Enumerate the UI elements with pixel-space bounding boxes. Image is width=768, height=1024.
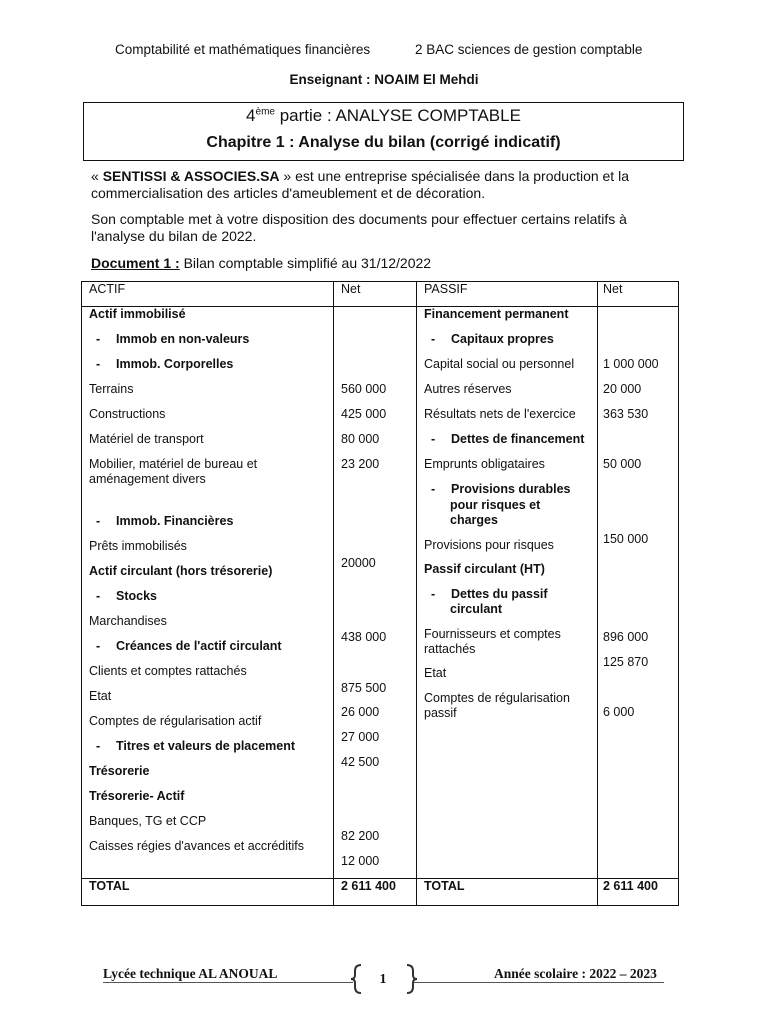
- header-net-passif: Net: [603, 282, 623, 296]
- actif-net-value: 875 500: [341, 681, 387, 695]
- passif-row-label-text: Fournisseurs et comptes: [424, 627, 561, 641]
- passif-net-value: 20 000: [603, 382, 642, 396]
- document-1-title: Bilan comptable simplifié au 31/12/2022: [179, 255, 432, 271]
- passif-net-value: 125 870: [603, 655, 649, 669]
- actif-net-value: 425 000: [341, 407, 387, 421]
- passif-row-label: [424, 457, 545, 471]
- actif-row-label: [89, 564, 272, 578]
- page-number: 1: [379, 972, 387, 987]
- total-label-passif: TOTAL: [424, 879, 465, 893]
- passif-row-label: [424, 666, 446, 680]
- actif-row-label: [96, 514, 233, 528]
- actif-row-label: [89, 664, 247, 678]
- passif-row-label-text: Emprunts obligataires: [424, 457, 545, 471]
- passif-row-label-text: Etat: [424, 666, 447, 680]
- actif-row-label: [89, 382, 133, 396]
- actif-net-value: 42 500: [341, 755, 380, 769]
- passif-row-label: [431, 432, 584, 446]
- actif-row-label: [89, 839, 304, 853]
- actif-net-value: 26 000: [341, 705, 380, 719]
- actif-row-label: [96, 332, 249, 346]
- passif-row-label-text: Financement permanent: [424, 307, 569, 321]
- passif-row-label-text: Dettes du passif: [451, 587, 548, 601]
- part-title: [84, 106, 683, 126]
- total-value-actif: 2 611 400: [341, 879, 396, 893]
- footer-year: Année scolaire : 2022 – 2023: [494, 966, 657, 981]
- passif-row-label: [424, 357, 574, 371]
- total-value-passif: 2 611 400: [603, 879, 658, 893]
- passif-row-label: [450, 513, 498, 527]
- bullet-dash: -: [96, 589, 101, 603]
- actif-row-label-text: Terrains: [89, 382, 134, 396]
- actif-row-label: [89, 539, 187, 553]
- actif-row-label-text: Trésorerie- Actif: [89, 789, 185, 803]
- actif-row-label-text: Actif circulant (hors trésorerie): [89, 564, 273, 578]
- actif-row-label: [96, 589, 157, 603]
- passif-row-label-text: rattachés: [424, 642, 476, 656]
- actif-row-label-text: Marchandises: [89, 614, 167, 628]
- actif-row-label-text: Matériel de transport: [89, 432, 204, 446]
- passif-row-label: [424, 691, 570, 705]
- actif-row-label-text: Créances de l'actif circulant: [116, 639, 282, 653]
- actif-row-label: [89, 714, 261, 728]
- passif-net-value: 50 000: [603, 457, 642, 471]
- passif-row-label-text: Autres réserves: [424, 382, 512, 396]
- level-text: 2 BAC sciences de gestion comptable: [415, 42, 643, 57]
- col-divider: [597, 282, 598, 905]
- header-passif: PASSIF: [424, 282, 468, 296]
- actif-row-label-text: Immob. Financières: [116, 514, 234, 528]
- passif-row-label: [424, 562, 545, 576]
- actif-row-label-text: Trésorerie: [89, 764, 150, 778]
- quote-open: «: [91, 168, 103, 184]
- chapter-title: Chapitre 1 : Analyse du bilan (corrigé indicatif): [206, 134, 561, 151]
- actif-net-value: 80 000: [341, 432, 380, 446]
- subject-text: Comptabilité et mathématiques financières: [115, 42, 371, 57]
- passif-row-label-text: Comptes de régularisation: [424, 691, 570, 705]
- company-name: SENTISSI & ASSOCIES.SA: [102, 168, 280, 184]
- passif-row-label: [424, 382, 512, 396]
- passif-net-value: 896 000: [603, 630, 649, 644]
- document-1-caption: [91, 255, 431, 271]
- actif-row-label-text: Stocks: [116, 589, 157, 603]
- actif-row-label-text: Immob en non-valeurs: [116, 332, 250, 346]
- passif-row-label-text: Résultats nets de l'exercice: [424, 407, 576, 421]
- intro-paragraph-1: [91, 168, 671, 202]
- passif-row-label: [424, 407, 576, 421]
- actif-row-label: [89, 407, 165, 421]
- passif-row-label: [431, 482, 570, 496]
- actif-row-label-text: aménagement divers: [89, 472, 206, 486]
- actif-row-label: [89, 307, 186, 321]
- passif-row-label: [431, 587, 548, 601]
- passif-row-label-text: Capital social ou personnel: [424, 357, 575, 371]
- passif-row-label: [424, 307, 568, 321]
- actif-row-label-text: Comptes de régularisation actif: [89, 714, 262, 728]
- passif-row-label-text: Capitaux propres: [451, 332, 554, 346]
- passif-row-label: [424, 538, 554, 552]
- actif-row-label-text: Actif immobilisé: [89, 307, 186, 321]
- passif-row-label: [450, 602, 502, 616]
- footer-rule-right: [414, 982, 664, 983]
- col-divider: [333, 282, 334, 905]
- total-label-actif: TOTAL: [89, 879, 130, 893]
- actif-row-label-text: Constructions: [89, 407, 166, 421]
- actif-row-label: [96, 357, 233, 371]
- passif-net-value: 6 000: [603, 705, 635, 719]
- bullet-dash: -: [431, 482, 436, 496]
- actif-row-label-text: Caisses régies d'avances et accréditifs: [89, 839, 304, 853]
- actif-row-label: [89, 689, 111, 703]
- passif-row-label-text: charges: [450, 513, 498, 527]
- actif-row-label: [89, 814, 206, 828]
- passif-row-label: [450, 498, 540, 512]
- part-number: 4: [246, 106, 256, 125]
- header-actif: ACTIF: [89, 282, 126, 296]
- bullet-dash: -: [96, 332, 101, 346]
- actif-row-label: [89, 614, 167, 628]
- footer-school: Lycée technique AL ANOUAL: [103, 966, 278, 981]
- actif-net-value: 23 200: [341, 457, 380, 471]
- title-box: [83, 102, 684, 161]
- header-net-actif: Net: [341, 282, 361, 296]
- passif-row-label: [424, 706, 457, 720]
- passif-row-label-text: pour risques et: [450, 498, 541, 512]
- passif-row-label-text: Provisions pour risques: [424, 538, 554, 552]
- col-divider: [416, 282, 417, 905]
- actif-row-label-text: Immob. Corporelles: [116, 357, 234, 371]
- balance-sheet-table: [81, 281, 679, 906]
- actif-net-value: 82 200: [341, 829, 380, 843]
- actif-row-label: [96, 639, 282, 653]
- bullet-dash: -: [96, 514, 101, 528]
- actif-row-label-text: Mobilier, matériel de bureau et: [89, 457, 258, 471]
- passif-row-label-text: Provisions durables: [451, 482, 571, 496]
- passif-row-label: [424, 627, 561, 641]
- actif-net-value: 438 000: [341, 630, 387, 644]
- actif-row-label-text: Etat: [89, 689, 112, 703]
- part-label: partie : ANALYSE COMPTABLE: [274, 106, 521, 125]
- passif-row-label: [431, 332, 554, 346]
- passif-row-label-text: Dettes de financement: [451, 432, 585, 446]
- actif-net-value: 12 000: [341, 854, 380, 868]
- bullet-dash: -: [96, 739, 101, 753]
- actif-net-value: 27 000: [341, 730, 380, 744]
- actif-net-value: 20000: [341, 556, 376, 570]
- intro-paragraph-2: Son comptable met à votre disposition des documents pour effectuer certains relatifs à l'analyse du bilan de 2022.: [91, 211, 627, 244]
- actif-net-value: 560 000: [341, 382, 387, 396]
- passif-row-label-text: Passif circulant (HT): [424, 562, 545, 576]
- teacher-name: Enseignant : NOAIM El Mehdi: [289, 72, 479, 87]
- passif-net-value: 1 000 000: [603, 357, 659, 371]
- bullet-dash: -: [96, 639, 101, 653]
- passif-row-label-text: passif: [424, 706, 457, 720]
- intro-p1-rest: » est une entreprise spécialisée dans la production et la commercialisation des articles d'ameublement et de décoration.: [91, 168, 629, 201]
- actif-row-label-text: Clients et comptes rattachés: [89, 664, 247, 678]
- actif-row-label: [89, 457, 257, 471]
- actif-row-label-text: Titres et valeurs de placement: [116, 739, 296, 753]
- actif-row-label-text: Prêts immobilisés: [89, 539, 187, 553]
- passif-row-label: [424, 642, 475, 656]
- actif-row-label-text: Banques, TG et CCP: [89, 814, 207, 828]
- passif-net-value: 363 530: [603, 407, 649, 421]
- actif-row-label: [96, 739, 295, 753]
- actif-row-label: [89, 764, 149, 778]
- passif-net-value: 150 000: [603, 532, 649, 546]
- actif-row-label: [89, 472, 206, 486]
- bullet-dash: -: [431, 432, 436, 446]
- document-1-label: Document 1 :: [91, 255, 180, 271]
- bullet-dash: -: [96, 357, 101, 371]
- bullet-dash: -: [431, 332, 436, 346]
- bullet-dash: -: [431, 587, 436, 601]
- passif-row-label-text: circulant: [450, 602, 503, 616]
- part-superscript: ème: [255, 106, 275, 118]
- footer-rule-left: [103, 982, 353, 983]
- actif-row-label: [89, 789, 184, 803]
- actif-row-label: [89, 432, 204, 446]
